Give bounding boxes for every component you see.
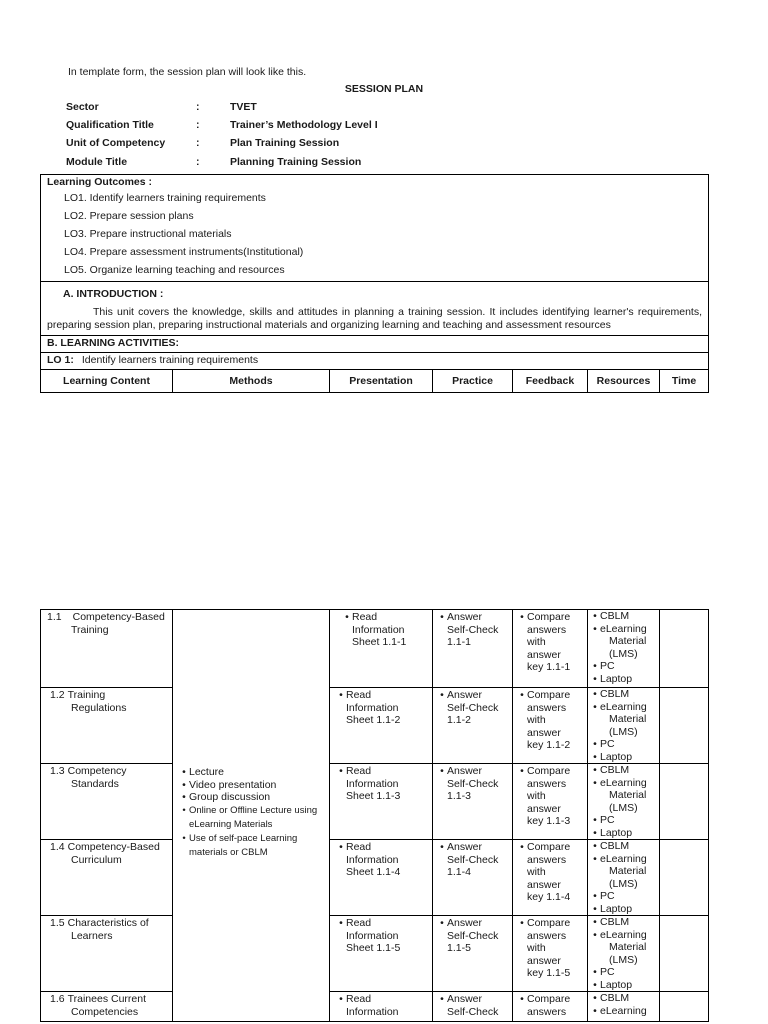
learning-content-cell <box>41 992 173 1022</box>
meta-label: Sector <box>66 101 99 113</box>
bullet-dot: • <box>593 840 597 852</box>
resource-text: PC <box>600 738 615 750</box>
bullet-dot: • <box>182 766 186 778</box>
practice-text: Answer <box>447 689 483 701</box>
resource-text: Laptop <box>600 978 633 991</box>
presentation-text: Read <box>346 841 372 853</box>
feedback-text: answer <box>527 954 561 967</box>
table-row <box>41 688 709 764</box>
method-item <box>179 791 329 804</box>
presentation-text: Read <box>352 611 378 623</box>
table-row <box>41 840 709 916</box>
resource-text: (LMS) <box>609 877 638 890</box>
content-title: Competency-Based <box>72 611 165 623</box>
resource-text: PC <box>600 966 615 978</box>
learning-activities-table <box>40 609 709 1022</box>
presentation-text: Information <box>346 853 399 866</box>
resource-text: (LMS) <box>609 801 638 814</box>
feedback-text: with <box>527 714 546 726</box>
feedback-text: key 1.1-1 <box>527 661 571 673</box>
practice-cell <box>433 610 513 688</box>
time-cell <box>660 840 709 916</box>
feedback-cell <box>513 916 588 992</box>
meta-colon: : <box>196 137 200 150</box>
time-cell <box>660 610 709 688</box>
practice-text: Answer <box>447 993 483 1005</box>
bullet-dot: • <box>440 841 444 853</box>
table-row <box>41 764 709 840</box>
bullet-dot: • <box>593 890 597 902</box>
bullet-dot: • <box>593 814 597 826</box>
bullet-dot: • <box>593 1004 597 1017</box>
method-text: Lecture <box>189 766 225 778</box>
presentation-cell <box>330 610 433 688</box>
meta-label: Unit of Competency <box>66 137 166 150</box>
document-title: SESSION PLAN <box>344 83 424 95</box>
learning-outcome-item: LO4. Prepare assessment instruments(Institutional) <box>64 246 304 258</box>
time-cell <box>660 992 709 1022</box>
presentation-cell <box>330 992 433 1022</box>
bullet-dot: • <box>520 689 524 701</box>
bullet-dot: • <box>593 688 597 700</box>
content-number: 1.4 <box>50 841 65 853</box>
learning-outcomes-box <box>41 175 709 282</box>
bullet-dot: • <box>182 791 186 803</box>
presentation-text: Information <box>346 929 399 942</box>
resource-text: Material <box>609 865 647 877</box>
feedback-text: Compare <box>527 841 571 853</box>
feedback-text: answer <box>527 878 561 891</box>
bullet-dot: • <box>440 765 444 777</box>
content-title-cont: Training <box>71 623 109 636</box>
bullet-dot: • <box>593 750 597 763</box>
feedback-cell <box>513 610 588 688</box>
content-number: 1.2 <box>50 689 65 701</box>
meta-value: Plan Training Session <box>230 137 340 150</box>
presentation-text: Information <box>346 777 399 790</box>
column-header-practice: Practice <box>433 370 513 393</box>
resource-text: Laptop <box>600 750 633 763</box>
resource-text: CBLM <box>600 764 630 776</box>
column-header-time: Time <box>660 370 709 393</box>
content-title: Competency <box>67 765 127 777</box>
bullet-dot: • <box>593 916 597 928</box>
bullet-dot: • <box>520 765 524 777</box>
resource-text: Material <box>609 713 647 725</box>
content-title: Training <box>67 689 106 701</box>
resource-text: CBLM <box>600 840 630 852</box>
presentation-text: Read <box>346 765 372 777</box>
meta-value: Trainer’s Methodology Level I <box>230 119 378 132</box>
content-number: 1.6 <box>50 993 65 1005</box>
practice-text: Self-Check <box>447 777 499 790</box>
practice-cell <box>433 916 513 992</box>
table-row <box>41 610 709 688</box>
learning-outcome-item: LO5. Organize learning teaching and resources <box>64 264 285 276</box>
bullet-dot: • <box>339 689 343 701</box>
practice-text: Answer <box>447 917 483 929</box>
feedback-text: answers <box>527 701 567 714</box>
resources-cell <box>588 610 660 688</box>
bullet-dot: • <box>440 917 444 929</box>
learning-content-cell <box>41 916 173 992</box>
column-header-resources: Resources <box>588 370 660 393</box>
feedback-text: Compare <box>527 765 571 777</box>
method-item <box>179 832 329 860</box>
feedback-text: Compare <box>527 993 571 1005</box>
resource-text: Material <box>609 635 647 647</box>
presentation-text: Read <box>346 689 372 701</box>
presentation-text: Read <box>346 917 372 929</box>
bullet-dot: • <box>593 622 597 635</box>
resource-text: CBLM <box>600 992 630 1004</box>
practice-text: 1.1-3 <box>447 790 471 802</box>
resource-text: Material <box>609 789 647 801</box>
methods-cell <box>173 610 330 1022</box>
meta-colon: : <box>196 155 200 168</box>
column-header-learning-content: Learning Content <box>41 370 173 393</box>
resource-text: Laptop <box>600 672 633 685</box>
content-number: 1.3 <box>50 765 65 777</box>
practice-text: Self-Check <box>447 701 499 714</box>
feedback-text: with <box>527 790 546 802</box>
practice-text: Self-Check <box>447 623 499 636</box>
lo1-label: LO 1: <box>47 354 74 366</box>
resource-text: eLearning <box>600 1004 647 1017</box>
resource-text: eLearning <box>600 700 647 713</box>
learning-outcome-item: LO3. Prepare instructional materials <box>64 228 232 240</box>
content-title: Trainees Current <box>67 993 147 1005</box>
resource-text: (LMS) <box>609 953 638 966</box>
content-title: Competency-Based <box>67 841 160 853</box>
bullet-dot: • <box>593 978 597 991</box>
learning-content-cell <box>41 840 173 916</box>
time-cell <box>660 916 709 992</box>
column-header-presentation: Presentation <box>330 370 433 393</box>
feedback-cell <box>513 764 588 840</box>
practice-cell <box>433 992 513 1022</box>
practice-text: 1.1-2 <box>447 714 471 726</box>
session-meta <box>66 101 530 174</box>
feedback-text: with <box>527 866 546 878</box>
bullet-dot: • <box>593 852 597 865</box>
method-item <box>179 766 329 779</box>
practice-text: Answer <box>447 611 483 623</box>
resource-text: PC <box>600 890 615 902</box>
resources-cell <box>588 916 660 992</box>
content-title-cont: Regulations <box>71 701 127 714</box>
resource-text: (LMS) <box>609 647 638 660</box>
learning-content-cell <box>41 688 173 764</box>
bullet-dot: • <box>593 776 597 789</box>
bullet-dot: • <box>593 764 597 776</box>
introduction-box <box>41 282 709 336</box>
bullet-dot: • <box>593 992 597 1004</box>
feedback-text: key 1.1-2 <box>527 739 571 751</box>
bullet-dot: • <box>593 700 597 713</box>
bullet-dot: • <box>339 917 343 929</box>
resource-text: Material <box>609 941 647 953</box>
learning-outcome-item: LO1. Identify learners training requirements <box>64 192 266 204</box>
method-text: Online or Offline Lecture using eLearning Materials <box>189 804 318 830</box>
method-text: Video presentation <box>189 778 277 791</box>
bullet-dot: • <box>339 765 343 777</box>
presentation-cell <box>330 688 433 764</box>
practice-text: Answer <box>447 841 483 853</box>
presentation-text: Information <box>352 623 405 636</box>
bullet-dot: • <box>520 841 524 853</box>
practice-cell <box>433 764 513 840</box>
feedback-text: key 1.1-4 <box>527 891 571 903</box>
column-header-methods: Methods <box>173 370 330 393</box>
feedback-text: with <box>527 636 546 648</box>
feedback-text: key 1.1-3 <box>527 815 571 827</box>
presentation-text: Sheet 1.1-5 <box>346 942 401 954</box>
resource-text: Laptop <box>600 902 633 915</box>
feedback-text: answers <box>527 929 567 942</box>
bullet-dot: • <box>339 841 343 853</box>
meta-row-sector <box>66 101 530 119</box>
learning-activities-title: B. LEARNING ACTIVITIES: <box>41 336 709 353</box>
resources-cell <box>588 992 660 1022</box>
time-cell <box>660 688 709 764</box>
practice-text: 1.1-1 <box>447 636 471 648</box>
content-number: 1.5 <box>50 917 65 929</box>
practice-text: 1.1-4 <box>447 866 471 878</box>
meta-colon: : <box>196 119 200 132</box>
introduction-title: A. INTRODUCTION : <box>63 288 164 300</box>
feedback-text: Compare <box>527 917 571 929</box>
bullet-dot: • <box>593 826 597 839</box>
presentation-text: Information <box>346 1005 399 1018</box>
intro-note: In template form, the session plan will look like this. <box>68 66 307 78</box>
meta-label: Module Title <box>66 155 128 168</box>
bullet-dot: • <box>520 917 524 929</box>
bullet-dot: • <box>520 611 524 623</box>
presentation-cell <box>330 840 433 916</box>
resource-text: CBLM <box>600 688 630 700</box>
content-title: Characteristics of <box>67 917 149 929</box>
presentation-text: Sheet 1.1-4 <box>346 866 401 878</box>
lo1-text: Identify learners training requirements <box>81 354 259 366</box>
resource-text: Laptop <box>600 826 633 839</box>
feedback-cell <box>513 992 588 1022</box>
learning-content-cell <box>41 610 173 688</box>
bullet-dot: • <box>440 689 444 701</box>
resource-text: PC <box>600 660 615 672</box>
resources-cell <box>588 688 660 764</box>
practice-cell <box>433 688 513 764</box>
bullet-dot: • <box>182 778 186 791</box>
practice-cell <box>433 840 513 916</box>
feedback-text: answer <box>527 802 561 815</box>
table-row <box>41 992 709 1022</box>
presentation-text: Sheet 1.1-2 <box>346 714 401 726</box>
resource-text: PC <box>600 814 615 826</box>
meta-row-qualification <box>66 119 530 137</box>
resource-text: eLearning <box>600 776 647 789</box>
presentation-text: Sheet 1.1-1 <box>352 636 407 648</box>
resource-text: (LMS) <box>609 725 638 738</box>
practice-text: Self-Check <box>447 1005 499 1018</box>
presentation-cell <box>330 764 433 840</box>
feedback-text: answers <box>527 623 567 636</box>
resources-cell <box>588 764 660 840</box>
learning-content-cell <box>41 764 173 840</box>
bullet-dot: • <box>593 966 597 978</box>
method-text: Group discussion <box>189 791 271 803</box>
bullet-dot: • <box>345 611 349 623</box>
bullet-dot: • <box>593 610 597 622</box>
practice-text: Answer <box>447 765 483 777</box>
learning-outcome-item: LO2. Prepare session plans <box>64 210 194 222</box>
content-title-cont: Competencies <box>71 1005 139 1018</box>
content-title-cont: Curriculum <box>71 853 122 866</box>
resource-text: eLearning <box>600 852 647 865</box>
feedback-text: answers <box>527 1005 567 1018</box>
method-text: Use of self-pace Learning materials or CBLM <box>189 832 298 858</box>
session-plan-table <box>40 174 709 393</box>
method-item <box>179 804 329 832</box>
feedback-text: Compare <box>527 611 571 623</box>
presentation-cell <box>330 916 433 992</box>
presentation-text: Sheet 1.1-3 <box>346 790 401 802</box>
feedback-cell <box>513 688 588 764</box>
feedback-text: answers <box>527 853 567 866</box>
meta-label: Qualification Title <box>66 119 154 132</box>
feedback-cell <box>513 840 588 916</box>
bullet-dot: • <box>593 738 597 750</box>
meta-value: Planning Training Session <box>230 155 362 168</box>
column-header-feedback: Feedback <box>513 370 588 393</box>
resource-text: CBLM <box>600 610 630 622</box>
feedback-text: answer <box>527 726 561 739</box>
bullet-dot: • <box>593 928 597 941</box>
content-title-cont: Learners <box>71 929 113 942</box>
resource-text: CBLM <box>600 916 630 928</box>
bullet-dot: • <box>339 993 343 1005</box>
practice-text: Self-Check <box>447 853 499 866</box>
feedback-text: key 1.1-5 <box>527 967 571 979</box>
resources-cell <box>588 840 660 916</box>
method-item <box>179 779 329 792</box>
presentation-text: Read <box>346 993 372 1005</box>
bullet-dot: • <box>182 832 186 844</box>
meta-row-unit <box>66 137 530 155</box>
feedback-text: with <box>527 942 546 954</box>
meta-row-module <box>66 156 530 174</box>
presentation-text: Information <box>346 701 399 714</box>
content-number: 1.1 <box>47 611 62 623</box>
resource-text: eLearning <box>600 622 647 635</box>
meta-value: TVET <box>230 101 257 113</box>
bullet-dot: • <box>440 993 444 1005</box>
table-row <box>41 916 709 992</box>
bullet-dot: • <box>182 804 186 816</box>
bullet-dot: • <box>593 902 597 915</box>
time-cell <box>660 764 709 840</box>
bullet-dot: • <box>440 611 444 623</box>
introduction-text: This unit covers the knowledge, skills and attitudes in planning a training session. It includes identifying learner's requirements, preparing session plan, preparing instructional materials and organizing learning and teaching and assessment resources <box>47 306 703 331</box>
lo1-row <box>41 353 709 370</box>
bullet-dot: • <box>593 672 597 685</box>
feedback-text: answers <box>527 777 567 790</box>
feedback-text: answer <box>527 648 561 661</box>
bullet-dot: • <box>520 993 524 1005</box>
meta-colon: : <box>196 101 200 113</box>
learning-outcomes-label: Learning Outcomes : <box>47 176 153 188</box>
practice-text: Self-Check <box>447 929 499 942</box>
resource-text: eLearning <box>600 928 647 941</box>
feedback-text: Compare <box>527 689 571 701</box>
content-title-cont: Standards <box>71 777 119 790</box>
practice-text: 1.1-5 <box>447 942 471 954</box>
bullet-dot: • <box>593 660 597 672</box>
